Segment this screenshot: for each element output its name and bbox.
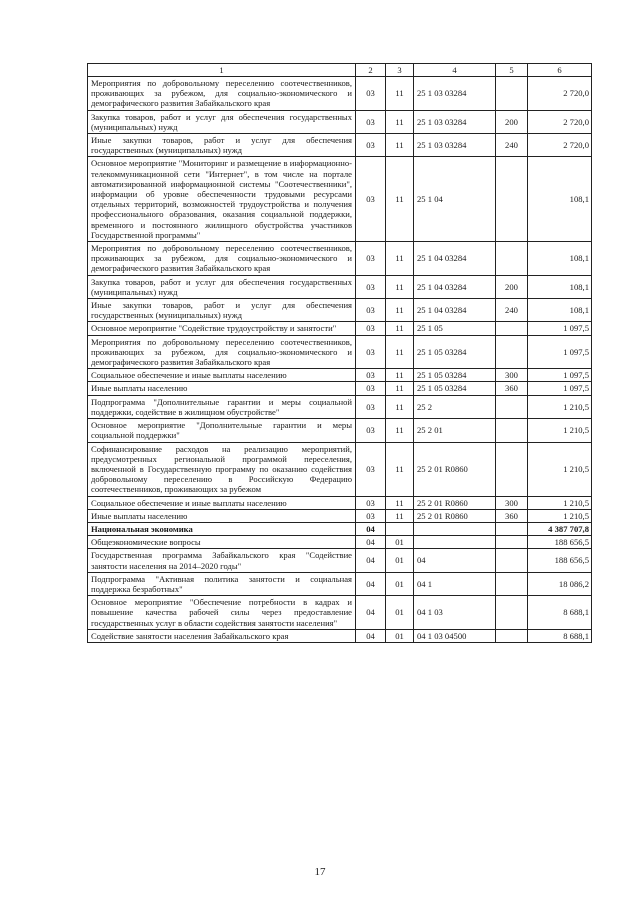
row-amount-cell: 1 097,5 xyxy=(528,369,592,382)
row-target-code-cell: 25 1 05 03284 xyxy=(414,382,496,395)
row-amount-cell: 1 210,5 xyxy=(528,496,592,509)
row-target-code-cell xyxy=(414,536,496,549)
row-amount-cell: 1 210,5 xyxy=(528,419,592,442)
table-row xyxy=(88,509,592,522)
row-expense-type-cell xyxy=(496,419,528,442)
table-row xyxy=(88,242,592,276)
row-name-cell: Основное мероприятие "Содействие трудоустройству и занятости" xyxy=(88,322,356,335)
row-target-code-cell: 25 1 05 xyxy=(414,322,496,335)
row-name-cell: Социальное обеспечение и иные выплаты населению xyxy=(88,369,356,382)
row-section-cell: 03 xyxy=(356,509,386,522)
row-subsection-cell: 11 xyxy=(386,157,414,242)
row-amount-cell: 188 656,5 xyxy=(528,549,592,572)
table-row xyxy=(88,322,592,335)
row-target-code-cell: 25 1 04 xyxy=(414,157,496,242)
row-name-cell: Закупка товаров, работ и услуг для обеспечения государственных (муниципальных) нужд xyxy=(88,110,356,133)
row-section-cell: 04 xyxy=(356,596,386,630)
table-row xyxy=(88,395,592,418)
row-expense-type-cell xyxy=(496,77,528,111)
row-target-code-cell: 25 1 04 03284 xyxy=(414,275,496,298)
row-subsection-cell: 11 xyxy=(386,442,414,496)
row-amount-cell: 1 097,5 xyxy=(528,322,592,335)
row-amount-cell: 8 688,1 xyxy=(528,629,592,642)
row-expense-type-cell xyxy=(496,395,528,418)
table-row xyxy=(88,496,592,509)
table-row xyxy=(88,77,592,111)
table-header-row xyxy=(88,64,592,77)
header-cell: 2 xyxy=(356,64,386,77)
row-subsection-cell: 11 xyxy=(386,382,414,395)
table-row xyxy=(88,275,592,298)
row-name-cell: Социальное обеспечение и иные выплаты населению xyxy=(88,496,356,509)
row-section-cell: 04 xyxy=(356,572,386,595)
row-section-cell: 04 xyxy=(356,549,386,572)
row-amount-cell: 2 720,0 xyxy=(528,77,592,111)
row-subsection-cell: 11 xyxy=(386,509,414,522)
row-subsection-cell: 11 xyxy=(386,77,414,111)
table-row xyxy=(88,536,592,549)
row-target-code-cell: 04 1 xyxy=(414,572,496,595)
row-expense-type-cell xyxy=(496,572,528,595)
table-row xyxy=(88,369,592,382)
table-row xyxy=(88,419,592,442)
row-target-code-cell: 25 1 03 03284 xyxy=(414,110,496,133)
row-expense-type-cell xyxy=(496,442,528,496)
row-subsection-cell: 11 xyxy=(386,242,414,276)
row-target-code-cell: 25 2 01 xyxy=(414,419,496,442)
row-target-code-cell: 25 1 03 03284 xyxy=(414,77,496,111)
row-subsection-cell: 11 xyxy=(386,275,414,298)
row-target-code-cell: 04 1 03 xyxy=(414,596,496,630)
row-section-cell: 03 xyxy=(356,134,386,157)
row-section-cell: 04 xyxy=(356,536,386,549)
row-target-code-cell: 25 2 01 R0860 xyxy=(414,496,496,509)
row-expense-type-cell xyxy=(496,157,528,242)
row-name-cell: Подпрограмма "Активная политика занятости и социальная поддержка безработных" xyxy=(88,572,356,595)
row-section-cell: 03 xyxy=(356,275,386,298)
row-target-code-cell: 25 2 01 R0860 xyxy=(414,509,496,522)
table-row xyxy=(88,110,592,133)
table-row xyxy=(88,549,592,572)
table-row xyxy=(88,522,592,535)
row-amount-cell: 1 210,5 xyxy=(528,442,592,496)
row-subsection-cell: 11 xyxy=(386,322,414,335)
table-row xyxy=(88,442,592,496)
row-name-cell: Иные выплаты населению xyxy=(88,382,356,395)
row-target-code-cell: 25 1 05 03284 xyxy=(414,335,496,369)
row-name-cell: Иные закупки товаров, работ и услуг для обеспечения государственных (муниципальных) нужд xyxy=(88,134,356,157)
budget-table xyxy=(87,63,592,643)
row-section-cell: 03 xyxy=(356,335,386,369)
row-amount-cell: 4 387 707,8 xyxy=(528,522,592,535)
row-subsection-cell: 11 xyxy=(386,496,414,509)
header-cell: 6 xyxy=(528,64,592,77)
row-subsection-cell: 11 xyxy=(386,335,414,369)
header-cell: 3 xyxy=(386,64,414,77)
row-subsection-cell: 01 xyxy=(386,549,414,572)
row-section-cell: 03 xyxy=(356,322,386,335)
row-name-cell: Основное мероприятие "Мониторинг и размещение в информационно-телекоммуникационной сети "Интернет", в том числе на портале автоматизированной информационной системы "Соотечественники", информации об уровне обеспеченности трудовыми ресурсами отдельных территорий, возможностей трудоустройства и получения профессионального образования, оказания социальной поддержки, временного и постоянного жилищного обустройства участников Государственной программы" xyxy=(88,157,356,242)
row-expense-type-cell xyxy=(496,335,528,369)
row-section-cell: 03 xyxy=(356,77,386,111)
row-section-cell: 03 xyxy=(356,242,386,276)
row-target-code-cell: 25 2 01 R0860 xyxy=(414,442,496,496)
row-expense-type-cell xyxy=(496,549,528,572)
budget-table-body xyxy=(88,64,592,643)
row-amount-cell: 1 097,5 xyxy=(528,382,592,395)
row-amount-cell: 188 656,5 xyxy=(528,536,592,549)
row-section-cell: 04 xyxy=(356,629,386,642)
row-name-cell: Иные закупки товаров, работ и услуг для обеспечения государственных (муниципальных) нужд xyxy=(88,299,356,322)
row-name-cell: Основное мероприятие "Обеспечение потребности в кадрах и повышение качества рабочей силы через предоставление государственных услуг в области содействия занятости населения" xyxy=(88,596,356,630)
row-amount-cell: 1 210,5 xyxy=(528,395,592,418)
row-name-cell: Мероприятия по добровольному переселению соотечественников, проживающих за рубежом, для социально-экономического и демографического развития Забайкальского края xyxy=(88,335,356,369)
table-row xyxy=(88,596,592,630)
row-target-code-cell: 25 2 xyxy=(414,395,496,418)
row-amount-cell: 8 688,1 xyxy=(528,596,592,630)
row-target-code-cell: 25 1 04 03284 xyxy=(414,299,496,322)
table-row xyxy=(88,299,592,322)
row-name-cell: Подпрограмма "Дополнительные гарантии и меры социальной поддержки, содействие в жилищном обустройстве" xyxy=(88,395,356,418)
row-subsection-cell: 01 xyxy=(386,629,414,642)
row-expense-type-cell xyxy=(496,522,528,535)
row-name-cell: Общеэкономические вопросы xyxy=(88,536,356,549)
row-section-cell: 03 xyxy=(356,110,386,133)
row-section-cell: 03 xyxy=(356,496,386,509)
table-row xyxy=(88,382,592,395)
row-name-cell: Основное мероприятие "Дополнительные гарантии и меры социальной поддержки" xyxy=(88,419,356,442)
row-subsection-cell: 11 xyxy=(386,369,414,382)
row-expense-type-cell xyxy=(496,242,528,276)
row-section-cell: 03 xyxy=(356,382,386,395)
row-section-cell: 03 xyxy=(356,157,386,242)
row-name-cell: Содействие занятости населения Забайкальского края xyxy=(88,629,356,642)
row-expense-type-cell: 300 xyxy=(496,369,528,382)
row-expense-type-cell: 300 xyxy=(496,496,528,509)
row-amount-cell: 108,1 xyxy=(528,299,592,322)
row-amount-cell: 108,1 xyxy=(528,275,592,298)
row-section-cell: 04 xyxy=(356,522,386,535)
row-subsection-cell: 11 xyxy=(386,419,414,442)
header-cell: 4 xyxy=(414,64,496,77)
row-section-cell: 03 xyxy=(356,395,386,418)
row-name-cell: Софинансирование расходов на реализацию мероприятий, предусмотренных региональной программой переселения, включенной в Государственную программу по оказанию содействия добровольному переселению в Российскую Федерацию соотечественников, проживающих за рубежом xyxy=(88,442,356,496)
row-expense-type-cell: 240 xyxy=(496,134,528,157)
row-expense-type-cell xyxy=(496,629,528,642)
row-subsection-cell: 11 xyxy=(386,395,414,418)
row-target-code-cell: 04 xyxy=(414,549,496,572)
table-row xyxy=(88,572,592,595)
row-amount-cell: 108,1 xyxy=(528,157,592,242)
page-number: 17 xyxy=(314,866,326,878)
row-target-code-cell: 04 1 03 04500 xyxy=(414,629,496,642)
row-target-code-cell: 25 1 05 03284 xyxy=(414,369,496,382)
row-expense-type-cell xyxy=(496,596,528,630)
row-name-cell: Мероприятия по добровольному переселению соотечественников, проживающих за рубежом, для социально-экономического и демографического развития Забайкальского края xyxy=(88,77,356,111)
row-subsection-cell: 01 xyxy=(386,536,414,549)
row-target-code-cell: 25 1 03 03284 xyxy=(414,134,496,157)
row-amount-cell: 18 086,2 xyxy=(528,572,592,595)
row-amount-cell: 2 720,0 xyxy=(528,134,592,157)
row-expense-type-cell: 240 xyxy=(496,299,528,322)
row-expense-type-cell: 200 xyxy=(496,110,528,133)
row-expense-type-cell xyxy=(496,322,528,335)
row-target-code-cell: 25 1 04 03284 xyxy=(414,242,496,276)
row-section-cell: 03 xyxy=(356,442,386,496)
row-name-cell: Национальная экономика xyxy=(88,522,356,535)
row-expense-type-cell: 360 xyxy=(496,509,528,522)
table-row xyxy=(88,157,592,242)
row-target-code-cell xyxy=(414,522,496,535)
table-row xyxy=(88,335,592,369)
row-subsection-cell: 11 xyxy=(386,299,414,322)
row-expense-type-cell: 360 xyxy=(496,382,528,395)
row-amount-cell: 1 210,5 xyxy=(528,509,592,522)
row-amount-cell: 108,1 xyxy=(528,242,592,276)
row-section-cell: 03 xyxy=(356,419,386,442)
row-subsection-cell: 11 xyxy=(386,134,414,157)
table-row xyxy=(88,629,592,642)
row-name-cell: Государственная программа Забайкальского края "Содействие занятости населения на 2014–2020 годы" xyxy=(88,549,356,572)
row-section-cell: 03 xyxy=(356,369,386,382)
row-expense-type-cell xyxy=(496,536,528,549)
row-subsection-cell: 01 xyxy=(386,596,414,630)
row-amount-cell: 1 097,5 xyxy=(528,335,592,369)
row-amount-cell: 2 720,0 xyxy=(528,110,592,133)
row-name-cell: Закупка товаров, работ и услуг для обеспечения государственных (муниципальных) нужд xyxy=(88,275,356,298)
row-subsection-cell xyxy=(386,522,414,535)
table-row xyxy=(88,134,592,157)
header-cell: 5 xyxy=(496,64,528,77)
row-name-cell: Мероприятия по добровольному переселению соотечественников, проживающих за рубежом, для социально-экономического и демографического развития Забайкальского края xyxy=(88,242,356,276)
row-name-cell: Иные выплаты населению xyxy=(88,509,356,522)
row-subsection-cell: 01 xyxy=(386,572,414,595)
header-cell: 1 xyxy=(88,64,356,77)
row-expense-type-cell: 200 xyxy=(496,275,528,298)
row-section-cell: 03 xyxy=(356,299,386,322)
row-subsection-cell: 11 xyxy=(386,110,414,133)
